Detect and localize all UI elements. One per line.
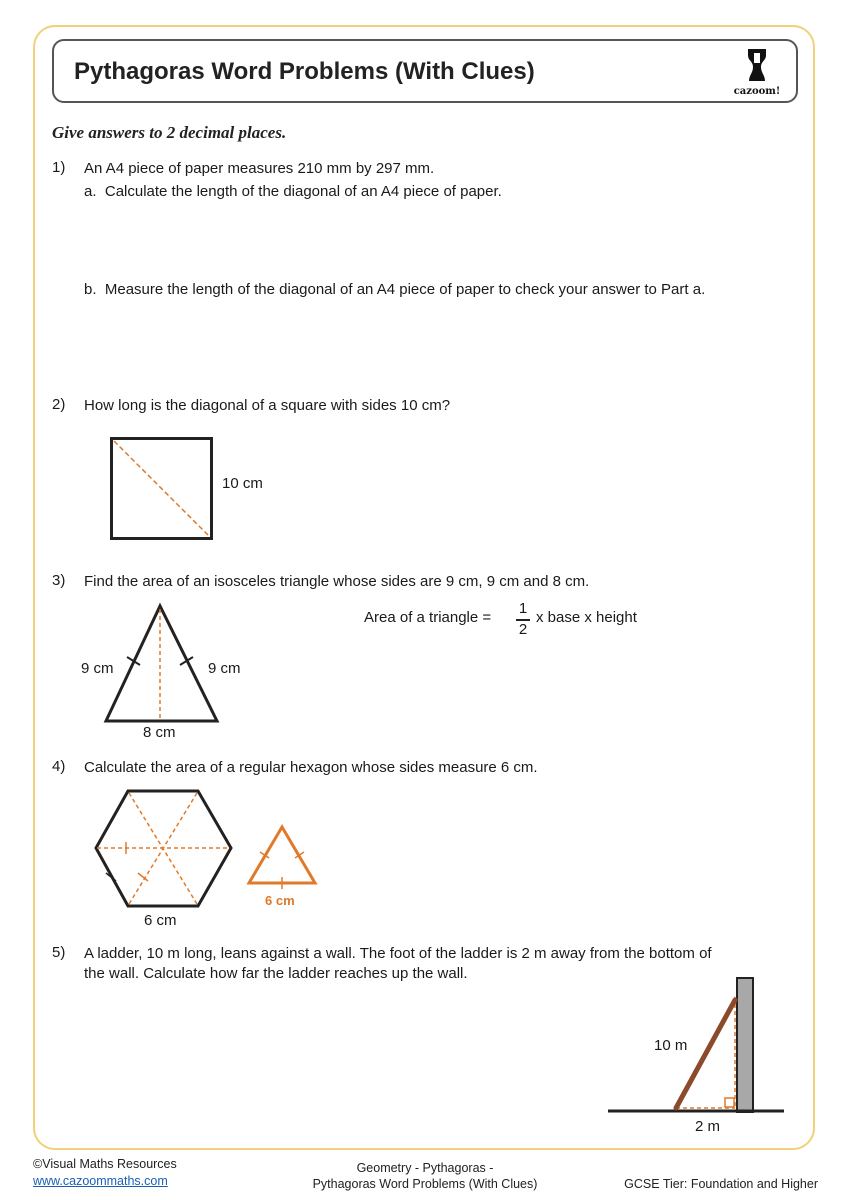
- hexagon-side-label: 6 cm: [144, 912, 177, 929]
- question-text: Find the area of an isosceles triangle whose sides are 9 cm, 9 cm and 8 cm.: [84, 573, 590, 590]
- part-b: [84, 281, 705, 298]
- question-text-line1: A ladder, 10 m long, leans against a wall. The foot of the ladder is 2 m away from the bottom of: [84, 945, 712, 962]
- question-text-line2: the wall. Calculate how far the ladder reaches up the wall.: [84, 965, 468, 982]
- part-a: [84, 183, 502, 200]
- equilateral-triangle-shape: [249, 827, 315, 883]
- triangle-left-label: 9 cm: [81, 660, 114, 677]
- question-text: An A4 piece of paper measures 210 mm by 297 mm.: [84, 160, 435, 177]
- footer-website[interactable]: [33, 1174, 168, 1188]
- formula-prefix: Area of a triangle =: [364, 609, 492, 626]
- square-side-label: 10 cm: [222, 475, 263, 492]
- ladder-diagram: [606, 975, 786, 1117]
- hexagon-diagram: [94, 789, 234, 911]
- triangle-diagram: [100, 603, 224, 725]
- question-text: Calculate the area of a regular hexagon whose sides measure 6 cm.: [84, 759, 538, 776]
- footer-topic-line1: Geometry - Pythagoras -: [356, 1161, 494, 1175]
- ladder-length-label: 10 m: [654, 1037, 688, 1054]
- ladder-shape: [676, 1000, 735, 1108]
- part-text: Calculate the length of the diagonal of an A4 piece of paper.: [104, 183, 502, 200]
- question-number: 1): [52, 159, 66, 176]
- question-text: How long is the diagonal of a square with sides 10 cm?: [84, 397, 451, 414]
- fraction-numerator: 1: [518, 600, 528, 617]
- part-text: Measure the length of the diagonal of an A4 piece of paper to check your answer to Part a.: [104, 281, 706, 298]
- square-diagram: [110, 437, 214, 541]
- instructions: Give answers to 2 decimal places.: [52, 123, 287, 142]
- page-title: Pythagoras Word Problems (With Clues): [74, 58, 535, 85]
- website-link[interactable]: www.cazoommaths.com: [33, 1174, 168, 1188]
- ground-distance-label: 2 m: [695, 1118, 721, 1135]
- cazoom-logo: [732, 47, 782, 99]
- question-number: 3): [52, 572, 66, 589]
- triangle-side-label: 6 cm: [265, 893, 295, 908]
- formula-suffix: x base x height: [536, 609, 637, 626]
- triangle-right-label: 9 cm: [208, 660, 241, 677]
- question-number: 2): [52, 396, 66, 413]
- footer-copyright: ©Visual Maths Resources: [33, 1157, 177, 1171]
- trophy-icon: [732, 47, 782, 87]
- part-label: b.: [84, 281, 97, 298]
- fraction-denominator: 2: [518, 621, 528, 638]
- logo-text: cazoom!: [733, 86, 781, 97]
- tick-mark: [138, 873, 148, 881]
- footer-tier: GCSE Tier: Foundation and Higher: [624, 1177, 818, 1191]
- wall-shape: [737, 978, 753, 1112]
- triangle-shape: [106, 606, 217, 721]
- part-label: a.: [84, 183, 97, 200]
- right-angle-marker: [725, 1098, 734, 1107]
- equilateral-triangle-diagram: [246, 824, 318, 886]
- footer-topic-line2: Pythagoras Word Problems (With Clues): [312, 1177, 538, 1191]
- triangle-base-label: 8 cm: [143, 724, 176, 741]
- question-number: 5): [52, 944, 66, 961]
- question-number: 4): [52, 758, 66, 775]
- title-box: [52, 39, 798, 103]
- diagonal-line: [114, 441, 209, 536]
